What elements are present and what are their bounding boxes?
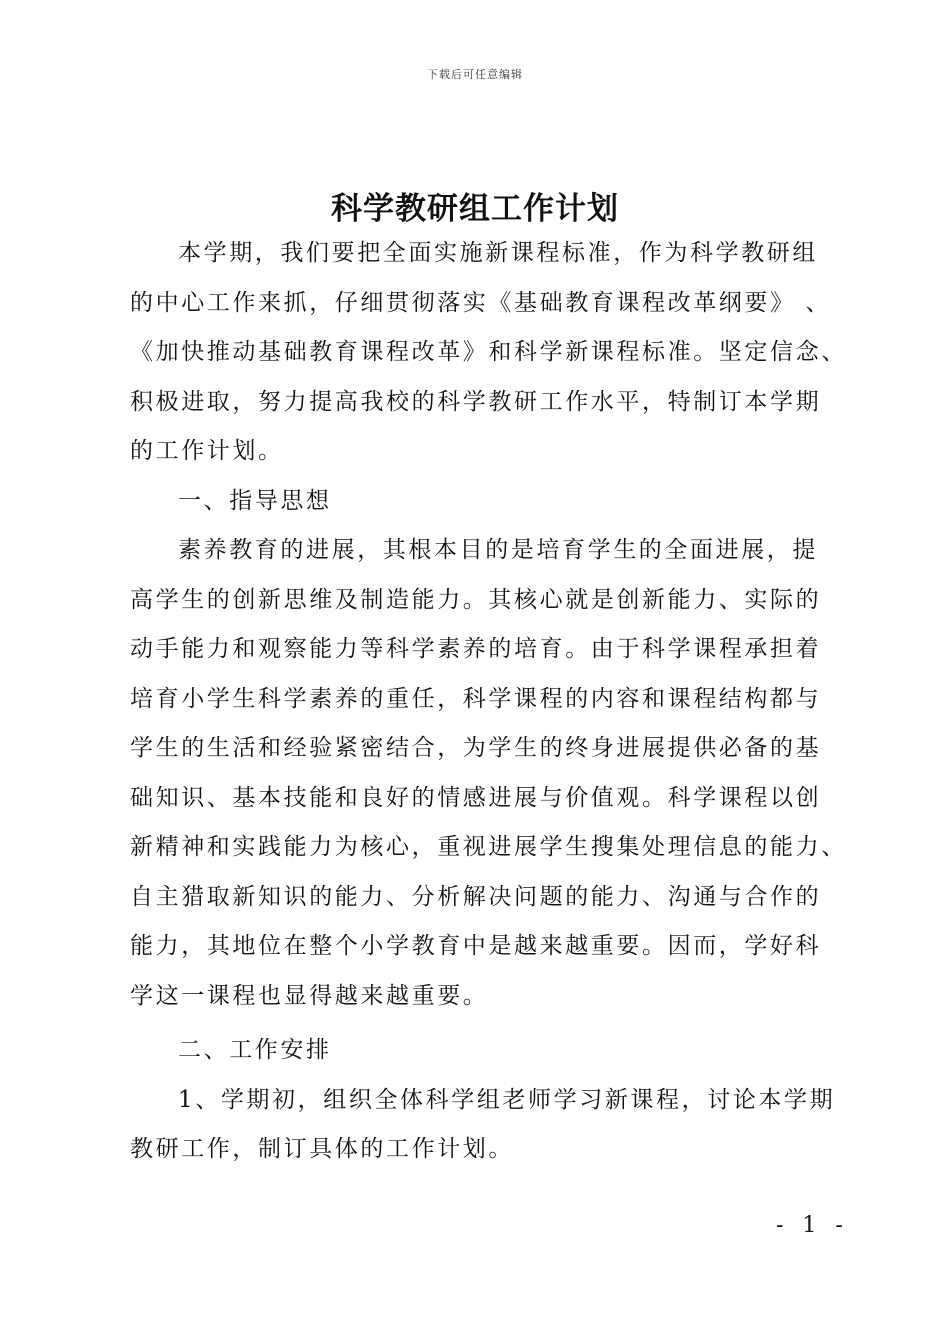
- paragraph-line: 培育小学生科学素养的重任，科学课程的内容和课程结构都与: [130, 686, 822, 712]
- paragraph-line: 本学期，我们要把全面实施新课程标准，作为科学教研组: [178, 240, 818, 266]
- page-number: - 1 -: [776, 1213, 849, 1238]
- paragraph-line: 新精神和实践能力为核心，重视进展学生搜集处理信息的能力、: [130, 834, 847, 860]
- paragraph-line: 《加快推动基础教育课程改革》和科学新课程标准。坚定信念、: [130, 339, 847, 365]
- paragraph-line: 的中心工作来抓，仔细贯彻落实《基础教育课程改革纲要》 、: [130, 290, 832, 316]
- paragraph-line: 学这一课程也显得越来越重要。: [130, 983, 489, 1009]
- paragraph-line: 积极进取，努力提高我校的科学教研工作水平，特制订本学期: [130, 389, 822, 415]
- paragraph-line: 教研工作，制订具体的工作计划。: [130, 1136, 514, 1162]
- section-heading: 二、工作安排: [178, 1037, 332, 1063]
- document-title: 科学教研组工作计划: [331, 191, 619, 227]
- paragraph-line: 素养教育的进展，其根本目的是培育学生的全面进展，提: [178, 537, 818, 563]
- paragraph-line: 学生的生活和经验紧密结合，为学生的终身进展提供必备的基: [130, 735, 822, 761]
- section-heading: 一、指导思想: [178, 488, 332, 514]
- paragraph-line: 能力，其地位在整个小学教育中是越来越重要。因而，学好科: [130, 933, 822, 959]
- header-note: 下载后可任意编辑: [427, 68, 523, 81]
- paragraph-line: 动手能力和观察能力等科学素养的培育。由于科学课程承担着: [130, 636, 822, 662]
- paragraph-line: 1、学期初，组织全体科学组老师学习新课程，讨论本学期: [178, 1087, 836, 1113]
- paragraph-line: 础知识、基本技能和良好的情感进展与价值观。科学课程以创: [130, 785, 822, 811]
- paragraph-line: 高学生的创新思维及制造能力。其核心就是创新能力、实际的: [130, 587, 822, 613]
- paragraph-line: 自主猎取新知识的能力、分析解决问题的能力、沟通与合作的: [130, 884, 822, 910]
- paragraph-line: 的工作计划。: [130, 438, 284, 464]
